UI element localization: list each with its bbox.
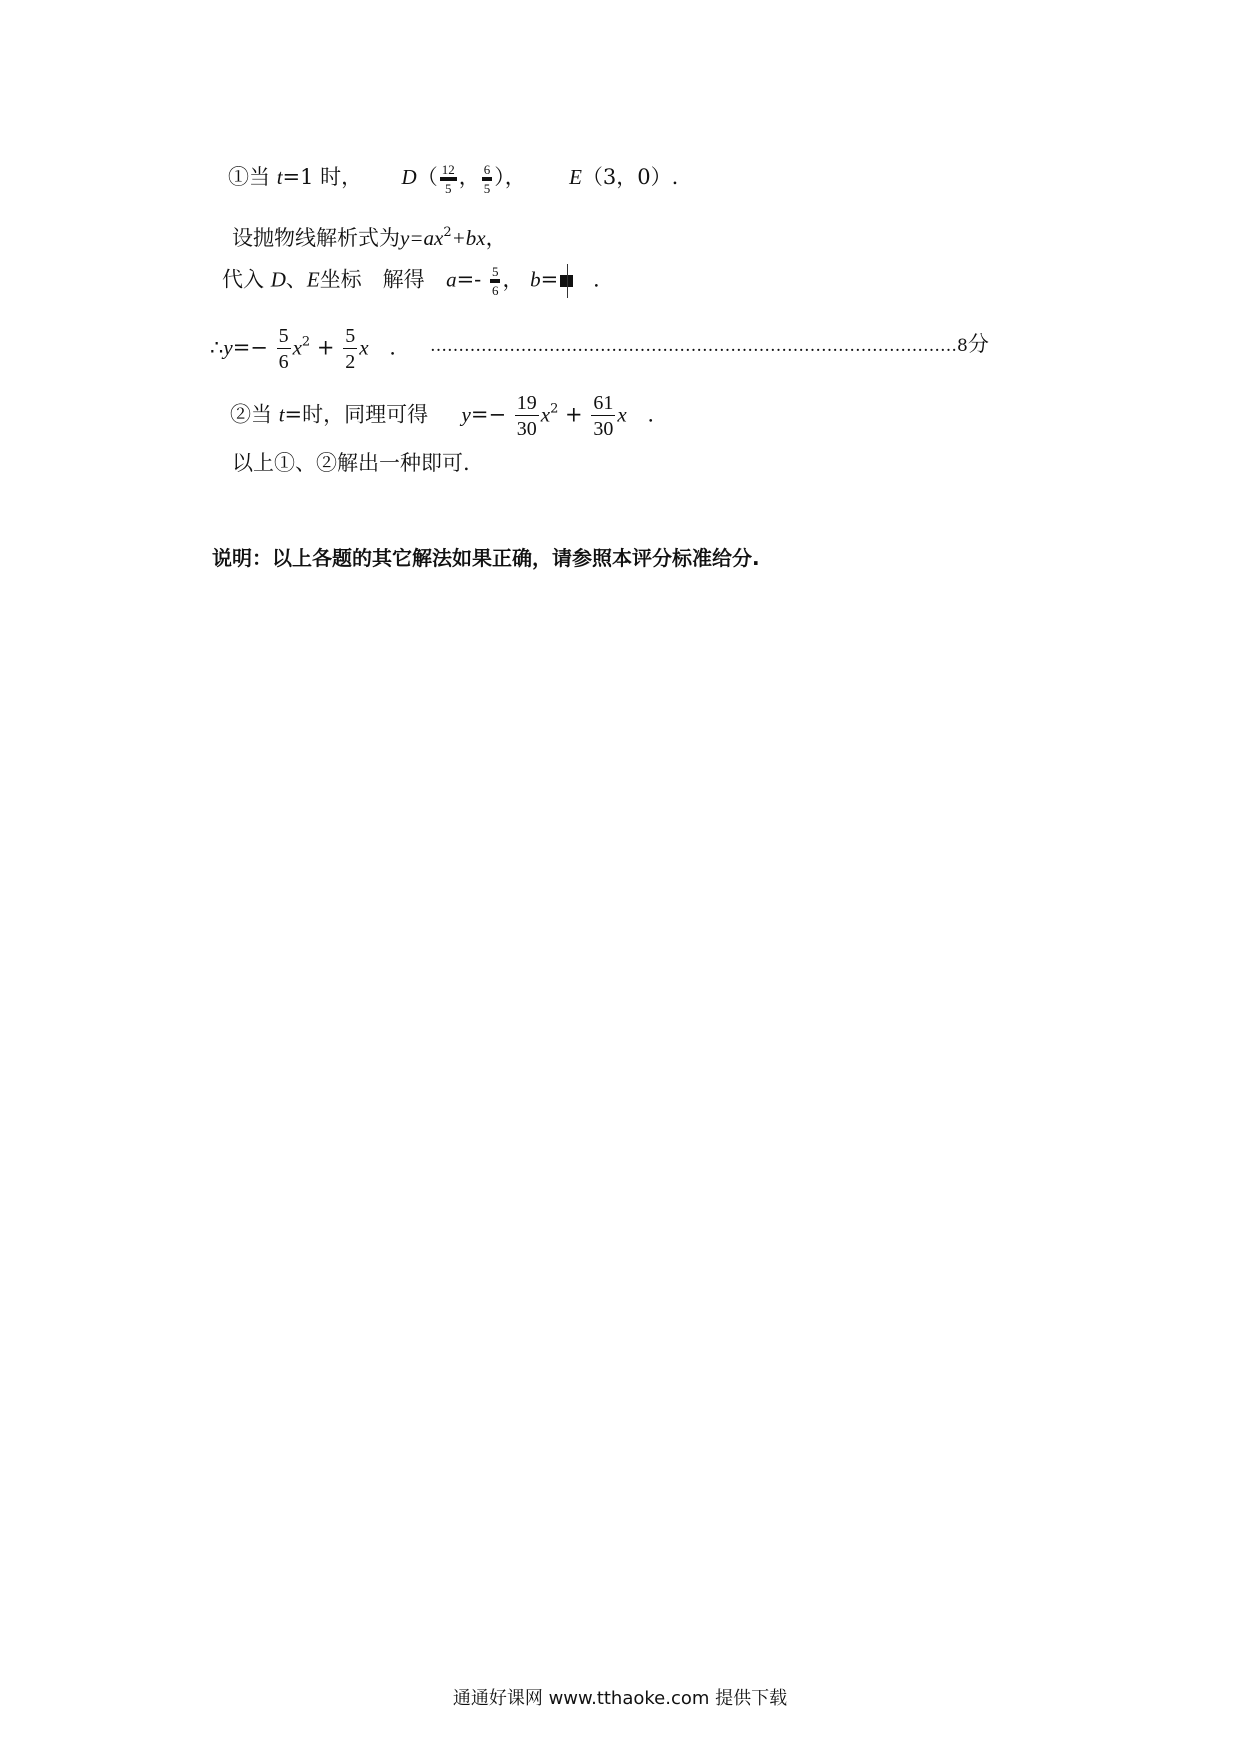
step2-tail: ，: [485, 226, 507, 250]
step4-frac1: [277, 326, 291, 372]
step5-f2-num: 61: [593, 392, 614, 414]
a-eq: =-: [456, 267, 482, 292]
score-unit: 分: [967, 332, 989, 356]
step4-f2-num: 5: [345, 325, 356, 347]
score-dots-line: [430, 329, 989, 361]
step4-end: .: [389, 335, 396, 360]
d-y-den: 5: [483, 180, 491, 196]
step3-comma: ，: [502, 267, 524, 292]
b-divider: [567, 264, 568, 298]
step3-var-d: D: [270, 267, 286, 292]
step4-x2: x: [359, 335, 369, 360]
step5-f1-den: 30: [516, 418, 537, 440]
step2-text: 设抛物线解析式为: [232, 226, 400, 250]
step3-end: .: [592, 267, 600, 292]
d-close: ），: [494, 165, 526, 189]
step2-sup: 2: [443, 225, 452, 240]
step5-plus: +: [565, 402, 583, 427]
b-label: b: [530, 267, 541, 292]
d-y-num: 6: [482, 163, 493, 181]
step6-line: [232, 448, 470, 478]
step5-x2: x: [617, 402, 627, 427]
step4-f1-den: 6: [278, 351, 289, 373]
d-open: （: [416, 165, 438, 189]
step5-var-t: t: [278, 402, 285, 427]
step1-label: ①当: [228, 165, 270, 189]
step1-cond: =1 时，: [282, 165, 363, 189]
therefore-symbol: ∴: [210, 335, 224, 360]
d-x-den: 5: [444, 180, 452, 196]
step5-end: .: [647, 402, 655, 427]
step5-line: [230, 393, 654, 439]
grading-note-text: 说明：以上各题的其它解法如果正确，请参照本评分标准给分.: [212, 546, 760, 570]
a-den: 6: [491, 283, 499, 298]
a-fraction: [490, 265, 501, 297]
var-t: t: [276, 165, 283, 189]
d-x-fraction: [440, 163, 457, 195]
e-coords: （3，0）.: [581, 165, 679, 189]
step5-sup: 2: [550, 401, 559, 417]
a-num: 5: [490, 265, 501, 283]
d-y-fraction: [482, 163, 493, 195]
d-sep: ，: [458, 165, 480, 189]
step5-x1: x: [540, 402, 551, 427]
step5-frac2: [591, 393, 615, 439]
step3-var-e: E: [306, 267, 320, 292]
footer-text: 通通好课网 www.tthaoke.com 提供下载: [452, 1688, 788, 1709]
step4-f1-num: 5: [278, 325, 289, 347]
step5-eq: =−: [470, 402, 507, 427]
step4-eq: =−: [232, 335, 268, 360]
d-x-num: 12: [440, 163, 457, 181]
step4-line: [210, 326, 396, 372]
step3-line: [222, 264, 600, 298]
step5-f1-num: 19: [516, 392, 537, 414]
step6-text: 以上①、②解出一种即可.: [232, 451, 470, 475]
step5-f2-den: 30: [593, 418, 614, 440]
step5-y: y: [461, 402, 471, 427]
page-footer: [0, 1684, 1240, 1710]
step3-text1: 代入: [222, 267, 264, 292]
step5-cond: =时，同理可得: [284, 402, 429, 427]
point-d-label: D: [401, 165, 417, 189]
step3-text2: 坐标 解得: [319, 267, 425, 292]
step4-sup: 2: [301, 334, 311, 350]
a-label: a: [446, 267, 457, 292]
step4-f2-den: 2: [345, 351, 356, 373]
step2-expr-rest: +bx: [451, 226, 486, 250]
step3-sep: 、: [285, 267, 307, 292]
step1-line: [228, 162, 678, 195]
step2-expr: y=ax: [400, 226, 444, 250]
score-dots: …………………………………………………………………………………8: [430, 336, 968, 356]
step5-label: ②当: [230, 402, 272, 427]
step4-x1: x: [292, 335, 302, 360]
grading-note: [212, 543, 760, 573]
step4-plus: +: [316, 335, 335, 360]
step4-y: y: [223, 335, 233, 360]
point-e-label: E: [569, 165, 582, 189]
step5-frac1: [515, 393, 539, 439]
step4-frac2: [343, 326, 357, 372]
b-eq: =: [540, 267, 559, 292]
step2-line: [232, 218, 507, 253]
